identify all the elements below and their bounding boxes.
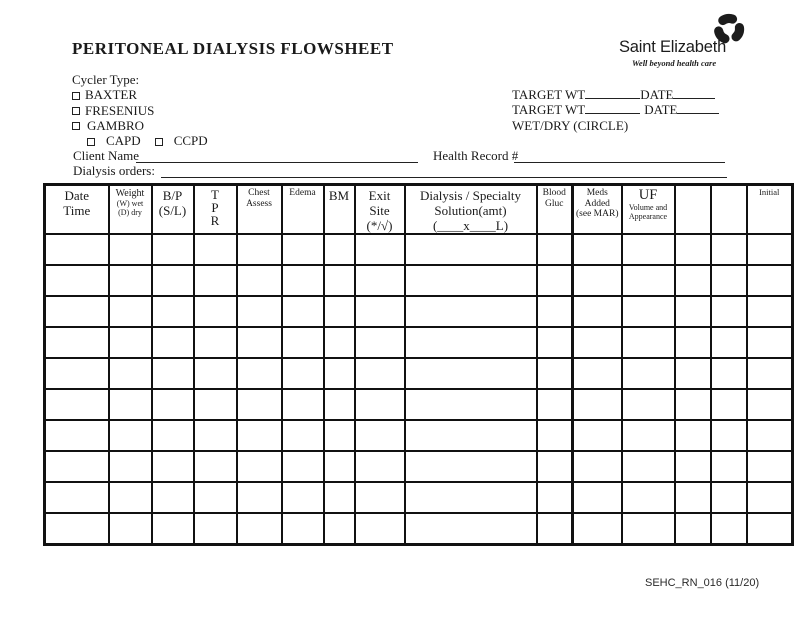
table-cell-bp [152, 482, 194, 513]
table-cell-uf [622, 265, 675, 296]
client-name-label: Client Name [73, 148, 140, 163]
table-cell-blood-gluc [537, 482, 573, 513]
table-cell-blank-2 [711, 420, 747, 451]
checkbox-icon [72, 107, 80, 115]
table-cell-date-time [45, 265, 109, 296]
health-record-blank-line [514, 162, 725, 163]
table-cell-edema [282, 296, 324, 327]
table-cell-bp [152, 420, 194, 451]
table-cell-initial [747, 358, 793, 389]
cycler-option-gambro [72, 118, 208, 133]
option-label: GAMBRO [87, 117, 145, 133]
table-cell-chest-assess [237, 420, 282, 451]
table-cell-chest-assess [237, 265, 282, 296]
table-cell-dialysis-solution [405, 296, 537, 327]
table-cell-blood-gluc [537, 513, 573, 544]
table-cell-date-time [45, 451, 109, 482]
table-cell-chest-assess [237, 389, 282, 420]
col-header-blank-1 [675, 185, 711, 235]
table-cell-chest-assess [237, 451, 282, 482]
table-cell-blood-gluc [537, 327, 573, 358]
table-cell-meds-added [573, 420, 622, 451]
table-cell-meds-added [573, 451, 622, 482]
table-cell-bp [152, 513, 194, 544]
table-cell-initial [747, 513, 793, 544]
table-cell-blank-1 [675, 358, 711, 389]
col-header-bm: BM [324, 185, 355, 235]
table-cell-dialysis-solution [405, 265, 537, 296]
cycler-type-label: Cycler Type: [72, 72, 140, 87]
table-cell-edema [282, 265, 324, 296]
checkbox-icon [155, 138, 163, 146]
table-cell-tpr [194, 234, 237, 265]
dialysis-orders-label: Dialysis orders: [73, 163, 155, 178]
table-cell-edema [282, 420, 324, 451]
table-cell-blank-2 [711, 451, 747, 482]
col-header-edema: Edema [282, 185, 324, 235]
table-cell-tpr [194, 265, 237, 296]
table-cell-blood-gluc [537, 451, 573, 482]
table-cell-date-time [45, 513, 109, 544]
table-cell-bm [324, 265, 355, 296]
table-cell-weight [109, 451, 152, 482]
table-cell-exit-site [355, 265, 405, 296]
table-cell-blank-1 [675, 389, 711, 420]
col-header-uf: UF Volume and Appearance [622, 185, 675, 235]
table-cell-chest-assess [237, 482, 282, 513]
table-cell-edema [282, 327, 324, 358]
cycler-option-fresenius [72, 103, 208, 118]
table-cell-blood-gluc [537, 296, 573, 327]
table-cell-meds-added [573, 513, 622, 544]
blank-line [673, 87, 715, 99]
option-label: FRESENIUS [85, 102, 155, 118]
blank-line [677, 102, 719, 114]
table-cell-blank-1 [675, 327, 711, 358]
table-cell-tpr [194, 296, 237, 327]
table-cell-blank-2 [711, 482, 747, 513]
table-cell-uf [622, 358, 675, 389]
table-cell-uf [622, 420, 675, 451]
table-row [45, 482, 793, 513]
logo-wordmark: Saint Elizabeth [619, 38, 727, 56]
table-cell-blank-1 [675, 513, 711, 544]
date-label: DATE [640, 87, 674, 102]
table-cell-blank-1 [675, 451, 711, 482]
table-cell-bp [152, 265, 194, 296]
table-row [45, 451, 793, 482]
table-cell-tpr [194, 482, 237, 513]
table-cell-exit-site [355, 296, 405, 327]
table-cell-bp [152, 451, 194, 482]
table-cell-tpr [194, 389, 237, 420]
table-cell-tpr [194, 513, 237, 544]
table-cell-chest-assess [237, 327, 282, 358]
table-cell-blank-1 [675, 482, 711, 513]
wet-dry-label: WET/DRY (CIRCLE) [512, 117, 629, 133]
table-row [45, 296, 793, 327]
option-label: CAPD [106, 133, 141, 149]
table-cell-dialysis-solution [405, 358, 537, 389]
table-row [45, 327, 793, 358]
checkbox-icon [87, 138, 95, 146]
flowsheet-table [43, 183, 794, 546]
form-number: SEHC_RN_016 (11/20) [645, 577, 760, 589]
table-cell-weight [109, 358, 152, 389]
table-cell-edema [282, 451, 324, 482]
blank-line [585, 87, 640, 99]
table-cell-meds-added [573, 389, 622, 420]
table-cell-blank-1 [675, 420, 711, 451]
table-cell-initial [747, 296, 793, 327]
table-cell-blank-1 [675, 265, 711, 296]
table-cell-date-time [45, 389, 109, 420]
table-cell-meds-added [573, 327, 622, 358]
table-cell-uf [622, 327, 675, 358]
table-cell-blood-gluc [537, 389, 573, 420]
table-cell-bp [152, 358, 194, 389]
table-row [45, 389, 793, 420]
table-cell-edema [282, 389, 324, 420]
table-cell-initial [747, 420, 793, 451]
target-wt-label: TARGET WT [512, 87, 586, 102]
col-header-chest-assess: Chest Assess [237, 185, 282, 235]
table-cell-bm [324, 482, 355, 513]
table-cell-meds-added [573, 482, 622, 513]
table-cell-bm [324, 296, 355, 327]
table-row [45, 513, 793, 544]
target-wt-label: TARGET WT [512, 102, 586, 118]
table-cell-initial [747, 327, 793, 358]
col-header-exit-site: Exit Site (*/√) [355, 185, 405, 235]
header-row [45, 185, 793, 235]
table-cell-bm [324, 327, 355, 358]
target-wt-line-2 [512, 102, 719, 117]
table-cell-blank-1 [675, 296, 711, 327]
col-header-dialysis-solution: Dialysis / Specialty Solution(amt) (____x____L) [405, 185, 537, 235]
table-cell-blood-gluc [537, 234, 573, 265]
table-cell-blank-2 [711, 358, 747, 389]
table-cell-tpr [194, 327, 237, 358]
table-cell-date-time [45, 327, 109, 358]
cycler-option-baxter [72, 87, 208, 102]
table-cell-dialysis-solution [405, 451, 537, 482]
table-cell-uf [622, 482, 675, 513]
col-header-tpr: T P R [194, 185, 237, 235]
table-cell-date-time [45, 420, 109, 451]
table-cell-uf [622, 513, 675, 544]
col-header-blood-gluc: Blood Gluc [537, 185, 573, 235]
col-header-date-time: Date Time [45, 185, 109, 235]
table-cell-tpr [194, 451, 237, 482]
table-cell-weight [109, 327, 152, 358]
table-cell-bp [152, 296, 194, 327]
table-cell-chest-assess [237, 513, 282, 544]
target-weight-section [512, 87, 719, 133]
table-cell-blood-gluc [537, 420, 573, 451]
table-cell-bm [324, 234, 355, 265]
table-cell-weight [109, 234, 152, 265]
table-cell-exit-site [355, 234, 405, 265]
table-cell-meds-added [573, 234, 622, 265]
table-cell-blank-2 [711, 296, 747, 327]
table-row [45, 420, 793, 451]
dialysis-orders-blank-line [161, 177, 727, 178]
table-cell-edema [282, 234, 324, 265]
table-cell-exit-site [355, 513, 405, 544]
table-cell-date-time [45, 358, 109, 389]
table-cell-exit-site [355, 482, 405, 513]
checkbox-icon [72, 122, 80, 130]
table-cell-bm [324, 513, 355, 544]
table-cell-date-time [45, 482, 109, 513]
table-cell-weight [109, 513, 152, 544]
table-cell-bm [324, 451, 355, 482]
table-cell-initial [747, 265, 793, 296]
client-name-blank-line [136, 162, 418, 163]
table-cell-dialysis-solution [405, 420, 537, 451]
table-row [45, 265, 793, 296]
col-header-weight: Weight (W) wet (D) dry [109, 185, 152, 235]
table-cell-dialysis-solution [405, 513, 537, 544]
table-cell-meds-added [573, 358, 622, 389]
date-label: DATE [644, 102, 678, 118]
health-record-label: Health Record # [433, 148, 519, 163]
table-cell-meds-added [573, 296, 622, 327]
table-cell-initial [747, 482, 793, 513]
table-cell-chest-assess [237, 296, 282, 327]
table-cell-uf [622, 389, 675, 420]
table-cell-exit-site [355, 358, 405, 389]
table-cell-blank-2 [711, 513, 747, 544]
table-cell-dialysis-solution [405, 482, 537, 513]
table-cell-edema [282, 482, 324, 513]
table-cell-weight [109, 420, 152, 451]
table-cell-initial [747, 234, 793, 265]
col-header-blank-2 [711, 185, 747, 235]
col-header-meds-added: Meds Added (see MAR) [573, 185, 622, 235]
table-cell-dialysis-solution [405, 327, 537, 358]
table-cell-tpr [194, 358, 237, 389]
table-cell-blood-gluc [537, 358, 573, 389]
table-cell-bm [324, 420, 355, 451]
table-cell-blank-2 [711, 234, 747, 265]
option-label: BAXTER [85, 87, 137, 103]
table-cell-bm [324, 389, 355, 420]
flowsheet-body [45, 234, 793, 544]
page-title: PERITONEAL DIALYSIS FLOWSHEET [72, 39, 394, 58]
table-cell-blank-1 [675, 234, 711, 265]
table-cell-date-time [45, 296, 109, 327]
target-wt-line-1 [512, 87, 719, 102]
table-cell-tpr [194, 420, 237, 451]
table-cell-exit-site [355, 451, 405, 482]
table-cell-initial [747, 451, 793, 482]
table-cell-dialysis-solution [405, 234, 537, 265]
checkbox-icon [72, 92, 80, 100]
table-cell-bp [152, 234, 194, 265]
table-cell-blank-2 [711, 265, 747, 296]
table-cell-initial [747, 389, 793, 420]
table-cell-weight [109, 296, 152, 327]
table-cell-meds-added [573, 265, 622, 296]
table-cell-uf [622, 234, 675, 265]
table-cell-edema [282, 513, 324, 544]
table-cell-blood-gluc [537, 265, 573, 296]
table-cell-uf [622, 451, 675, 482]
table-cell-chest-assess [237, 358, 282, 389]
table-cell-chest-assess [237, 234, 282, 265]
blank-line [585, 102, 640, 114]
table-cell-edema [282, 358, 324, 389]
table-cell-exit-site [355, 327, 405, 358]
table-cell-uf [622, 296, 675, 327]
cycler-type-section [72, 72, 208, 148]
table-cell-blank-2 [711, 327, 747, 358]
col-header-bp: B/P (S/L) [152, 185, 194, 235]
logo-tagline: Well beyond health care [632, 58, 717, 68]
col-header-initial: Initial [747, 185, 793, 235]
table-cell-bp [152, 389, 194, 420]
table-cell-exit-site [355, 420, 405, 451]
table-row [45, 234, 793, 265]
option-label: CCPD [173, 133, 208, 149]
table-cell-exit-site [355, 389, 405, 420]
modality-options [72, 133, 208, 148]
table-cell-weight [109, 482, 152, 513]
table-cell-weight [109, 389, 152, 420]
table-cell-blank-2 [711, 389, 747, 420]
table-cell-dialysis-solution [405, 389, 537, 420]
table-cell-bp [152, 327, 194, 358]
table-row [45, 358, 793, 389]
table-cell-weight [109, 265, 152, 296]
table-cell-date-time [45, 234, 109, 265]
table-cell-bm [324, 358, 355, 389]
